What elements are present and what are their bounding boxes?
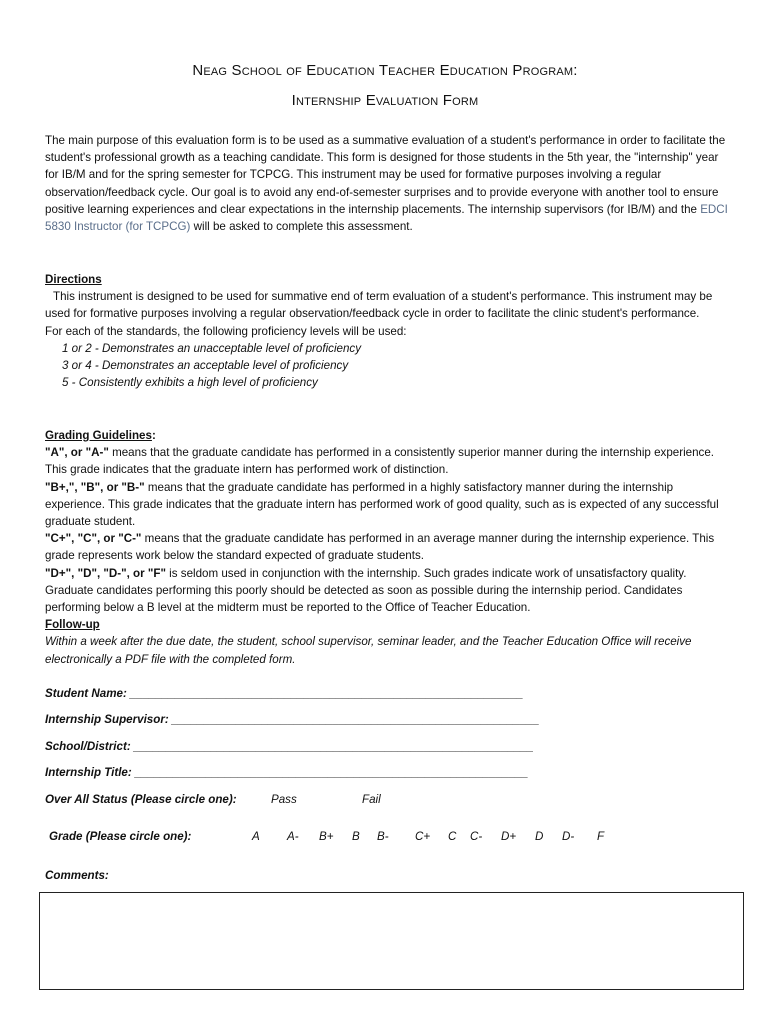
intro-text-before: The main purpose of this evaluation form is to be used as a summative evaluation of a student's performance in order to facilitate the student's professional growth as a teaching candidate. This form is designed for those students in the 5th year, the "internship" year for IB/M and for the spring semester for TCPCG. This instrument may be used for formative purposes involving a regular observation/feedback cycle. Our goal is to avoid any end-of-semester surprises and to provide everyone with another tool to ensure positive learning experiences and clear expectations in the internship placements. The internship supervisors (for IB/M) and the <box>45 134 726 216</box>
school-line[interactable]: ______________________________________________________________ <box>133 740 534 753</box>
grading-text: means that the graduate candidate has performed in an average manner during the internship experience. This grade represents work below the standard expected of graduate students. <box>45 532 715 563</box>
grade-label: Grade (Please circle one): <box>49 830 192 843</box>
grade-option[interactable]: A- <box>287 830 299 843</box>
directions-p1: This instrument is designed to be used for summative end of term evaluation of a student's performance. This instrument may be used for formative purposes involving a regular observation/feedback cycle in order to facilitate the clinic student's performance. <box>45 290 713 321</box>
grading-item <box>45 444 735 478</box>
student-name-label: Student Name: <box>45 687 127 700</box>
grading-heading: Grading Guidelines <box>45 429 152 442</box>
directions-heading: Directions <box>45 273 102 286</box>
grading-grades: "A", or "A-" <box>45 446 109 460</box>
directions-section <box>45 271 735 391</box>
comments-label: Comments: <box>45 869 109 882</box>
grading-heading-colon: : <box>151 429 156 442</box>
followup-heading: Follow-up <box>45 618 100 632</box>
grade-option[interactable]: C <box>448 830 457 843</box>
supervisor-line[interactable]: _________________________________________________________ <box>171 713 540 726</box>
supervisor-label: Internship Supervisor: <box>45 713 169 726</box>
grading-text: means that the graduate candidate has performed in a highly satisfactory manner during the internship experience. This grade indicates that the graduate intern has performed work of good quality, such as is expected of any successful graduate student. <box>45 480 719 529</box>
followup-text: Within a week after the due date, the student, school supervisor, seminar leader, and the Teacher Education Office will receive electronically a PDF file with the completed form. <box>45 635 692 666</box>
directions-paragraph <box>45 288 735 322</box>
grading-item <box>45 530 735 564</box>
grading-item <box>45 565 735 617</box>
grading-grades: "C+", "C", or "C-" <box>45 532 142 546</box>
grade-option[interactable]: A <box>252 830 260 843</box>
level-item: 3 or 4 - Demonstrates an acceptable level of proficiency <box>62 359 349 373</box>
grade-option[interactable]: F <box>597 830 605 843</box>
grade-option[interactable]: D <box>535 830 544 843</box>
intro-paragraph <box>45 132 735 235</box>
grade-option[interactable]: C+ <box>415 830 431 843</box>
form-title-line2: Internship Evaluation Form <box>291 92 479 109</box>
grading-section <box>45 427 735 668</box>
student-name-field[interactable] <box>45 687 523 700</box>
grade-option[interactable]: B- <box>377 830 389 843</box>
level-item: 1 or 2 - Demonstrates an unacceptable level of proficiency <box>62 341 362 355</box>
status-option-pass[interactable]: Pass <box>271 793 297 806</box>
grading-text: means that the graduate candidate has performed in a consistently superior manner during the internship experience. This grade indicates that the graduate intern has performed work of distinction. <box>45 446 715 477</box>
supervisor-field[interactable] <box>45 713 539 726</box>
grading-grades: "B+,", "B", or "B-" <box>45 480 145 494</box>
intro-text-after: will be asked to complete this assessment. <box>190 220 413 234</box>
form-title-line1: Neag School of Education Teacher Education Program: <box>192 62 578 79</box>
grading-text: is seldom used in conjunction with the internship. Such grades indicate work of unsatisfactory quality. Graduate candidates performing this poorly should be detected as soon as possible during the internship period. Candidates performing below a B level at the midterm must be reported to the Office of Teacher Education. <box>45 566 687 615</box>
grade-option[interactable]: B <box>352 830 360 843</box>
grading-item <box>45 479 735 531</box>
grading-heading-row <box>45 427 735 444</box>
grade-option[interactable]: D- <box>562 830 575 843</box>
level-item: 5 - Consistently exhibits a high level of proficiency <box>62 376 318 390</box>
internship-title-field[interactable] <box>45 766 528 779</box>
grading-grades: "D+", "D", "D-", or "F" <box>45 566 166 580</box>
internship-title-line[interactable]: _____________________________________________________________ <box>134 766 529 779</box>
intro-highlight: EDCI 5830 Instructor (for TCPCG) <box>45 202 728 234</box>
status-label: Over All Status (Please circle one): <box>45 793 237 806</box>
school-label: School/District: <box>45 740 131 753</box>
grade-option[interactable]: B+ <box>319 830 334 843</box>
student-name-line[interactable]: _____________________________________________________________ <box>130 687 524 700</box>
comments-box[interactable] <box>39 892 744 990</box>
status-option-fail[interactable]: Fail <box>362 793 381 806</box>
grade-option[interactable]: D+ <box>501 830 517 843</box>
directions-levels-intro: For each of the standards, the following proficiency levels will be used: <box>45 324 407 338</box>
internship-title-label: Internship Title: <box>45 766 132 779</box>
grade-option[interactable]: C- <box>470 830 483 843</box>
school-field[interactable] <box>45 740 534 753</box>
